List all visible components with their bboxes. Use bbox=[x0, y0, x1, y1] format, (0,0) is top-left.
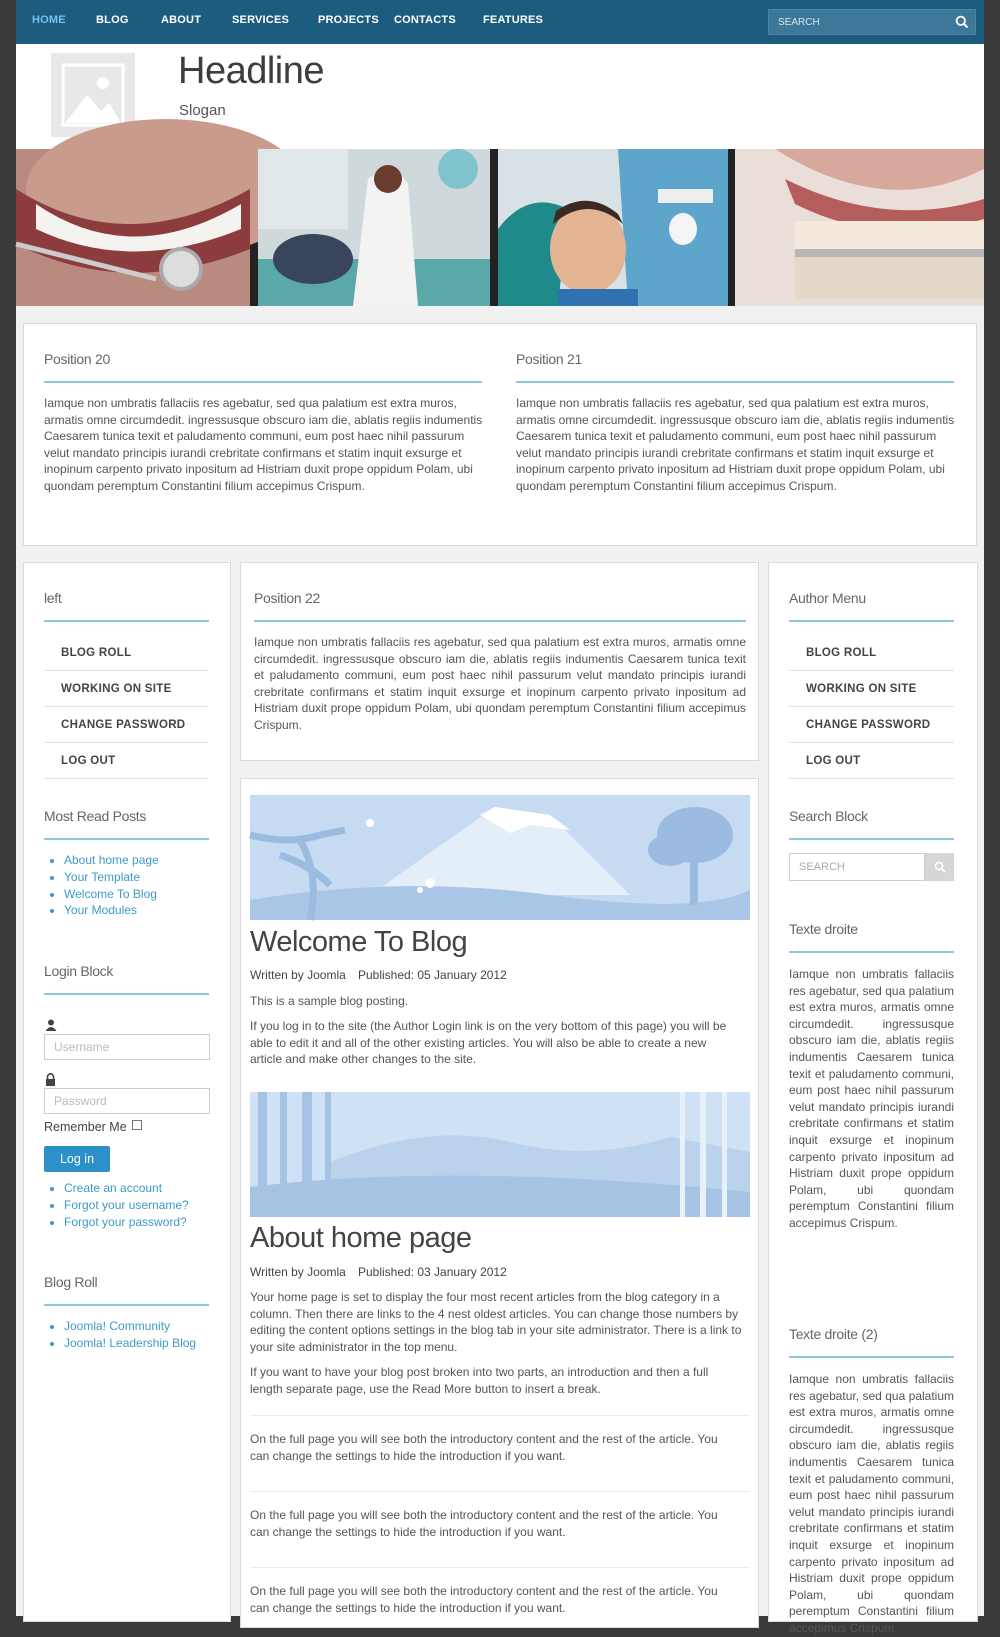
banner-photo-dentist bbox=[258, 149, 490, 306]
author-menu bbox=[789, 635, 954, 779]
lock-icon bbox=[45, 1073, 56, 1086]
article-1-image[interactable] bbox=[250, 795, 750, 920]
divider bbox=[250, 1491, 750, 1492]
right-menu-change-password[interactable]: CHANGE PASSWORD bbox=[789, 707, 954, 743]
search-icon[interactable] bbox=[955, 15, 969, 29]
list-item bbox=[64, 869, 214, 886]
top-search-input[interactable] bbox=[768, 9, 976, 35]
texte-droite-2-text: Iamque non umbratis fallaciis res agebatur, sed qua palatium est extra muros, armatis omne circumdedit. ingressusque obscuro iam die, ablatis regiis indumentis Caesarem tunica texit et paludamento communi, eum post haec nihil passurum velut mandato principis iurandi crebritate confirmans et statim inquit exsurge et inopinum carpento privato inpositum ad Histriam duxit prope oppidum Polam, ubi quondam peremptum Constantini filium accepimus Crispum. bbox=[789, 1372, 954, 1635]
left-module-title: left bbox=[44, 590, 62, 606]
nav-home[interactable]: HOME bbox=[32, 14, 66, 26]
intro-note-2: On the full page you will see both the introductory content and the rest of the article. You can change the settings to hide the introduction if you want. bbox=[250, 1508, 718, 1539]
article-1-body: If you log in to the site (the Author Login link is on the very bottom of this page) you will be able to edit it and all of the other existing articles. You will also be able to create a new article and make other changes to the site. bbox=[250, 1019, 727, 1067]
user-icon bbox=[45, 1019, 57, 1031]
forgot-username-link[interactable]: Forgot your username? bbox=[64, 1197, 189, 1212]
sidebar-search-input[interactable]: SEARCH bbox=[789, 853, 925, 881]
remember-me-checkbox[interactable] bbox=[132, 1120, 142, 1130]
list-item bbox=[64, 886, 214, 903]
position-21-text: Iamque non umbratis fallaciis res agebatur, sed qua palatium est extra muros, armatis omne circumdedit. ingressusque obscuro iam die, ablatis regiis indumentis Caesarem tunica texit et paludamento communi, eum post haec nihil passurum velut mandato principis iurandi crebritate confirmans et statim inquit exsurge et inopinum carpento privato inpositum ad Histriam duxit prope oppidum Polam, ubi quondam peremptum Constantini filium accepimus Crispum. bbox=[516, 396, 955, 493]
divider bbox=[250, 1415, 750, 1416]
author-menu-rule bbox=[789, 620, 954, 622]
banner-photo-shade-guide bbox=[735, 149, 984, 306]
banner-photos bbox=[16, 149, 984, 306]
left-menu-log-out[interactable]: LOG OUT bbox=[44, 743, 209, 779]
texte-droite-2-title: Texte droite (2) bbox=[789, 1326, 878, 1342]
intro-note-1: On the full page you will see both the introductory content and the rest of the article. You can change the settings to hide the introduction if you want. bbox=[250, 1432, 718, 1463]
texte-droite-text: Iamque non umbratis fallaciis res agebatur, sed qua palatium est extra muros, armatis omne circumdedit. ingressusque obscuro iam die, ablatis regiis indumentis Caesarem tunica texit et paludamento communi, eum post haec nihil passurum velut mandato principis iurandi crebritate confirmans et statim inquit exsurge et inopinum carpento privato inpositum ad Histriam duxit prope oppidum Polam, ubi quondam peremptum Constantini filium accepimus Crispum. bbox=[789, 967, 954, 1230]
most-read-link-template[interactable]: Your Template bbox=[64, 869, 141, 884]
author-menu-title: Author Menu bbox=[789, 590, 866, 606]
list-item bbox=[64, 902, 214, 919]
left-menu-change-password[interactable]: CHANGE PASSWORD bbox=[44, 707, 209, 743]
login-button[interactable]: Log in bbox=[44, 1146, 110, 1172]
nav-projects[interactable]: PROJECTS bbox=[318, 14, 379, 26]
login-links bbox=[44, 1180, 234, 1230]
list-item bbox=[64, 1214, 234, 1231]
divider bbox=[250, 1567, 750, 1568]
login-block-title: Login Block bbox=[44, 963, 114, 979]
position-20-text: Iamque non umbratis fallaciis res agebatur, sed qua palatium est extra muros, armatis omne circumdedit. ingressusque obscuro iam die, ablatis regiis indumentis Caesarem tunica texit et paludamento communi, eum post haec nihil passurum velut mandato principis iurandi crebritate confirmans et statim inquit exsurge et inopinum carpento privato inpositum ad Histriam duxit prope oppidum Polam, ubi quondam peremptum Constantini filium accepimus Crispum. bbox=[44, 396, 483, 493]
nav-blog[interactable]: BLOG bbox=[96, 14, 129, 26]
right-menu-working-on-site[interactable]: WORKING ON SITE bbox=[789, 671, 954, 707]
article-1-published: Published: 05 January 2012 bbox=[358, 968, 507, 982]
banner-photo-patient bbox=[498, 149, 728, 306]
blog-roll-title: Blog Roll bbox=[44, 1274, 98, 1290]
position-21-rule bbox=[516, 381, 954, 383]
password-field[interactable]: Password bbox=[44, 1088, 210, 1114]
most-read-link-welcome[interactable]: Welcome To Blog bbox=[64, 886, 157, 901]
right-menu-blog-roll[interactable]: BLOG ROLL bbox=[789, 635, 954, 671]
texte-droite-title: Texte droite bbox=[789, 921, 858, 937]
texte-droite-2-rule bbox=[789, 1356, 954, 1358]
position-22-title: Position 22 bbox=[254, 590, 320, 606]
list-item bbox=[64, 1318, 239, 1335]
top-search-placeholder: SEARCH bbox=[778, 17, 820, 28]
article-1-author: Written by Joomla bbox=[250, 968, 346, 982]
joomla-leadership-blog-link[interactable]: Joomla! Leadership Blog bbox=[64, 1335, 197, 1350]
article-1-title[interactable]: Welcome To Blog bbox=[250, 926, 468, 958]
position-21-title: Position 21 bbox=[516, 351, 582, 367]
right-menu-log-out[interactable]: LOG OUT bbox=[789, 743, 954, 779]
position-22-rule bbox=[254, 620, 746, 622]
banner-photo-smile bbox=[16, 149, 250, 306]
nav-contacts[interactable]: CONTACTS bbox=[394, 14, 456, 26]
most-read-title: Most Read Posts bbox=[44, 808, 147, 824]
left-menu bbox=[44, 635, 209, 779]
blog-roll-list bbox=[44, 1318, 239, 1352]
site-headline[interactable]: Headline bbox=[178, 50, 324, 92]
search-icon bbox=[934, 861, 946, 873]
list-item bbox=[64, 852, 214, 869]
most-read-link-about[interactable]: About home page bbox=[64, 853, 159, 867]
forgot-password-link[interactable]: Forgot your password? bbox=[64, 1214, 187, 1229]
remember-me-label: Remember Me bbox=[44, 1120, 127, 1134]
nav-services[interactable]: SERVICES bbox=[232, 14, 290, 26]
top-nav bbox=[16, 0, 984, 45]
list-item bbox=[64, 1180, 234, 1197]
nav-about[interactable]: ABOUT bbox=[161, 14, 202, 26]
most-read-list bbox=[44, 852, 214, 919]
page bbox=[16, 0, 984, 1635]
left-menu-blog-roll[interactable]: BLOG ROLL bbox=[44, 635, 209, 671]
list-item bbox=[64, 1197, 234, 1214]
login-block-rule bbox=[44, 993, 209, 995]
article-2-image[interactable] bbox=[250, 1092, 750, 1217]
position-20-rule bbox=[44, 381, 482, 383]
article-2-intro: Your home page is set to display the four most recent articles from the blog category in a column. Then there are links to the 4 nest oldest articles. You can change those numbers by editing the content options settings in the blog tab in your site administrator. There is a link to your site administrator in the top menu. bbox=[250, 1290, 742, 1354]
sidebar-search-button[interactable] bbox=[925, 853, 954, 881]
joomla-community-link[interactable]: Joomla! Community bbox=[64, 1319, 171, 1333]
create-account-link[interactable]: Create an account bbox=[64, 1181, 163, 1195]
search-block-rule bbox=[789, 838, 954, 840]
list-item bbox=[64, 1335, 239, 1352]
article-2-body: If you want to have your blog post broken into two parts, an introduction and then a full length separate page, use the Read More button to insert a break. bbox=[250, 1365, 709, 1396]
intro-note-3: On the full page you will see both the introductory content and the rest of the article. You can change the settings to hide the introduction if you want. bbox=[250, 1584, 718, 1615]
left-menu-working-on-site[interactable]: WORKING ON SITE bbox=[44, 671, 209, 707]
search-block-title: Search Block bbox=[789, 808, 868, 824]
username-field[interactable]: Username bbox=[44, 1034, 210, 1060]
left-module-rule bbox=[44, 620, 209, 622]
nav-features[interactable]: FEATURES bbox=[483, 14, 544, 26]
article-2-title[interactable]: About home page bbox=[250, 1222, 472, 1254]
article-1-intro: This is a sample blog posting. bbox=[250, 994, 409, 1008]
blog-roll-rule bbox=[44, 1304, 209, 1306]
position-20-title: Position 20 bbox=[44, 351, 110, 367]
most-read-link-modules[interactable]: Your Modules bbox=[64, 903, 137, 918]
most-read-rule bbox=[44, 838, 209, 840]
position-22-text: Iamque non umbratis fallaciis res agebatur, sed qua palatium est extra muros, armatis omne circumdedit. ingressusque obscuro iam die, ablatis regiis indumentis Caesarem tunica texit et paludamento communi, eum post haec nihil passurum velut mandato principis iurandi crebritate confirmans et statim inquit exsurge et inopinum carpento privato inpositum ad Histriam duxit prope oppidum Polam, ubi quondam peremptum Constantini filium accepimus Crispum. bbox=[254, 635, 746, 732]
site-slogan: Slogan bbox=[179, 102, 226, 119]
article-2-author: Written by Joomla bbox=[250, 1265, 346, 1279]
texte-droite-rule bbox=[789, 951, 954, 953]
article-2-published: Published: 03 January 2012 bbox=[358, 1265, 507, 1279]
